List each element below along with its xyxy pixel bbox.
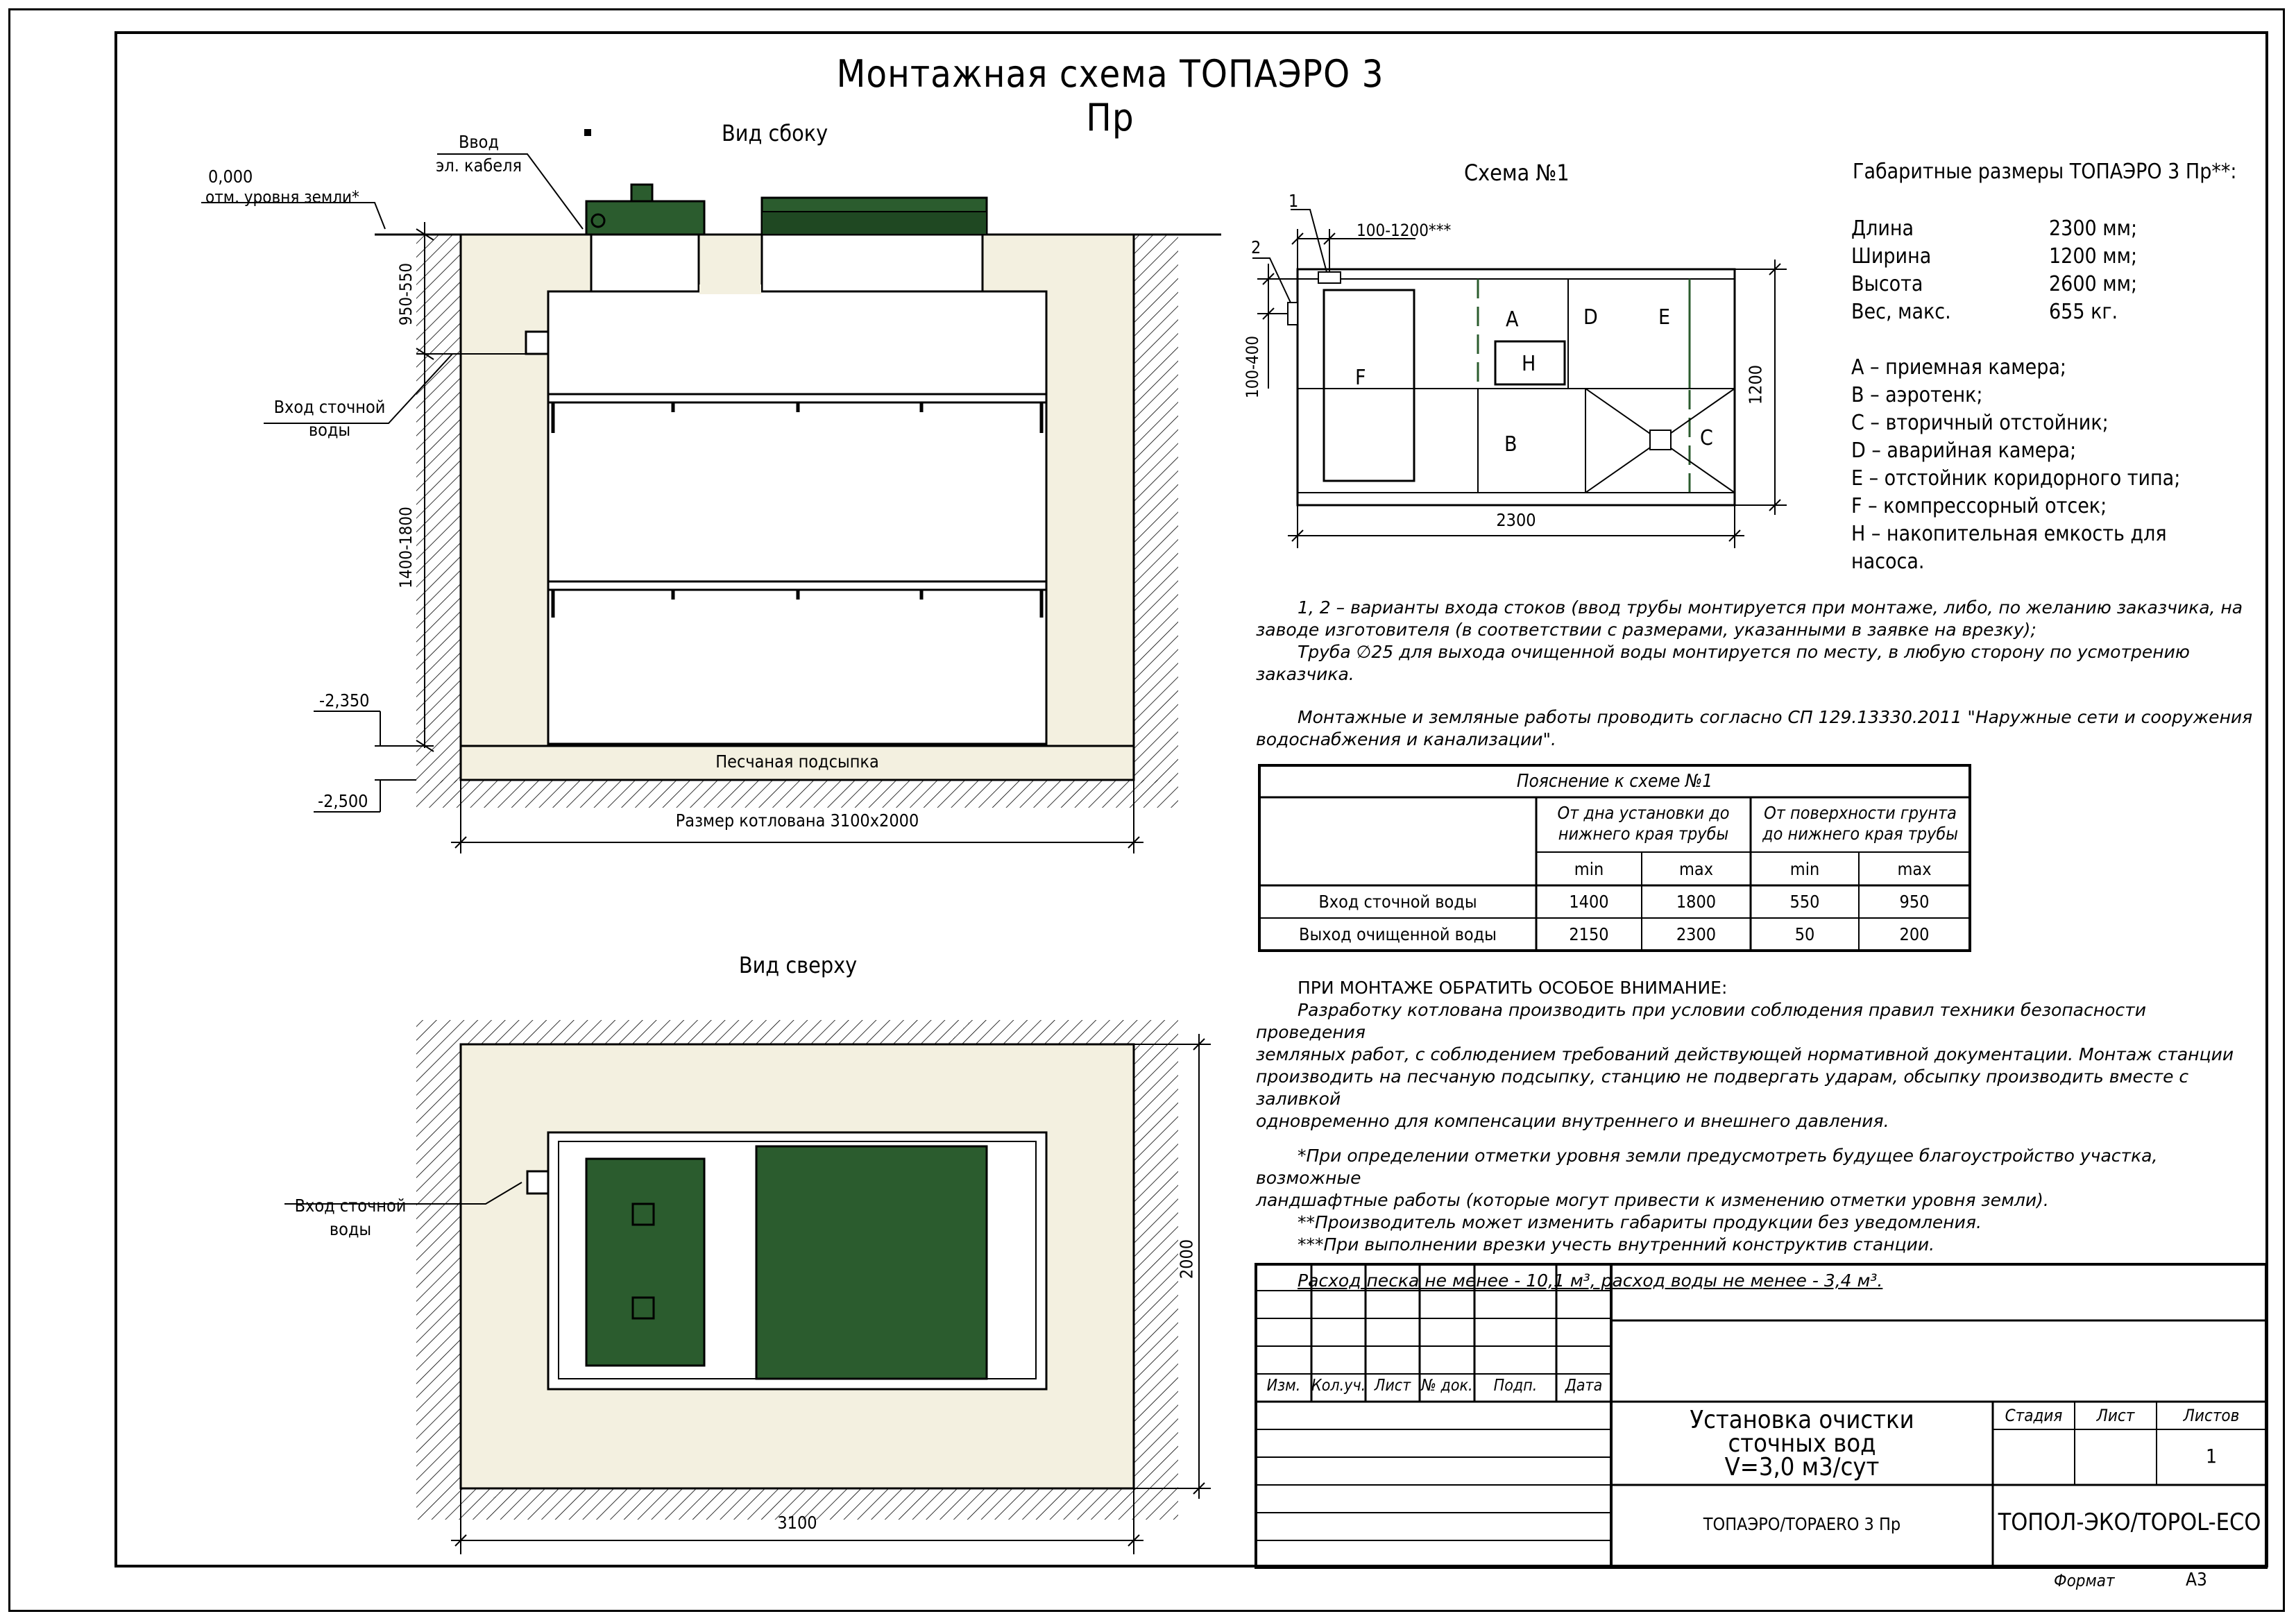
cable-label-2: эл. кабеля: [436, 155, 522, 176]
zone-f-box: [1324, 290, 1414, 481]
top-inlet-pipe: [527, 1171, 548, 1193]
stamp-header: Изм.: [1266, 1377, 1301, 1395]
scheme-dim-side: 100-400: [1243, 335, 1262, 399]
product-name: Установка очистки сточных вод V=3,0 м3/сут: [1690, 1406, 1914, 1481]
top-view: [284, 1020, 1211, 1554]
note-line: Монтажные и земляные работы проводить согласно СП 129.13330.2011 "Наружные сети и сооружения: [1298, 707, 2253, 727]
legend-item: E – отстойник коридорного типа;: [1851, 466, 2181, 491]
table-cell: 950: [1899, 892, 1930, 912]
dimension-row: Ширина 1200 мм;: [1851, 244, 2138, 269]
side-view: [201, 129, 1221, 853]
table-row-label: Выход очищенной воды: [1299, 924, 1497, 944]
consumption-note: Расход песка не менее - 10,1 м³, расход воды не менее - 3,4 м³.: [1298, 1271, 1883, 1291]
table-subhead: min: [1574, 859, 1604, 879]
top-view-title: Вид сверху: [738, 952, 858, 978]
zone-c: C: [1700, 426, 1713, 450]
scheme-dim-width: 1200: [1745, 364, 1766, 405]
scheme-marker-2: 2: [1251, 237, 1261, 257]
inlet-pipe: [526, 332, 548, 354]
table-subhead: min: [1789, 859, 1820, 879]
note-line: заводе изготовителя (в соответствии с размерами, указанными в заявке на врезку);: [1256, 620, 2036, 640]
format-label: Формат: [2054, 1571, 2115, 1590]
soil-hatch-left: [416, 235, 461, 783]
table-row-label: Вход сточной воды: [1318, 892, 1477, 912]
zones-legend: [1851, 354, 2180, 576]
sheets-count: 1: [2205, 1445, 2218, 1468]
table-cell: 50: [1794, 924, 1815, 944]
attention-line: Разработку котлована производить при условии соблюдения правил техники безопасности проведения: [1256, 1000, 2146, 1042]
legend-item: A – приемная камера;: [1851, 355, 2066, 380]
table-subhead: max: [1679, 859, 1713, 879]
dim-lower: 1400-1800: [396, 507, 416, 588]
sheet-head: Лист: [2096, 1406, 2135, 1425]
zone-a: A: [1506, 307, 1519, 332]
top-dim-height: 2000: [1176, 1239, 1197, 1280]
sheets-head: Листов: [2183, 1406, 2240, 1425]
stamp-header: Дата: [1565, 1377, 1603, 1395]
product-code: ТОПАЭРО/TOPAERO 3 Пр: [1703, 1514, 1901, 1534]
table-cell: 2300: [1676, 924, 1717, 944]
soil-hatch-bottom: [416, 780, 1178, 808]
inlet-label-1: Вход сточной: [273, 397, 386, 417]
attention-block: [1256, 977, 2255, 1292]
page-title: Монтажная схема ТОПАЭРО 3 Пр: [836, 52, 1384, 139]
attention-line: земляных работ, с соблюдением требований действующей нормативной документации. Монтаж станции: [1256, 1044, 2234, 1064]
top-lid-left: [586, 1159, 704, 1366]
scheme-dim-length: 2300: [1496, 510, 1536, 530]
table-cell: 1400: [1569, 892, 1609, 912]
footnote: ***При выполнении врезки учесть внутренний конструктив станции.: [1298, 1234, 1935, 1255]
zone-b: B: [1504, 432, 1517, 457]
dimensions-title: Габаритные размеры ТОПАЭРО 3 Пр**:: [1853, 160, 2237, 184]
sand-label: Песчаная подсыпка: [715, 751, 879, 772]
ground-level-value: 0,000: [208, 167, 253, 187]
zone-h: H: [1522, 352, 1536, 376]
footnote: ландшафтные работы (которые могут привести к изменению отметки уровня земли).: [1256, 1190, 2049, 1210]
company-name: ТОПОЛ-ЭКО/TOPOL-ECO: [1998, 1509, 2261, 1536]
attention-line: одновременно для компенсации внутреннего и внешнего давления.: [1256, 1111, 1889, 1131]
stamp-header: Подп.: [1493, 1377, 1538, 1395]
tank-body: [548, 291, 1046, 744]
table-cell: 550: [1789, 892, 1820, 912]
zone-f: F: [1355, 366, 1366, 390]
level-pit: -2,500: [318, 791, 368, 811]
top-dim-width: 3100: [777, 1513, 817, 1533]
table-cell: 1800: [1676, 892, 1717, 912]
attention-line: производить на песчаную подсыпку, станцию не подвергать ударам, обсыпку производить вместе с заливкой: [1256, 1067, 2189, 1109]
scheme-dim-top: 100-1200***: [1357, 221, 1452, 240]
ground-level-label: отм. уровня земли*: [205, 187, 359, 207]
top-inlet-label-2: воды: [329, 1219, 372, 1239]
table-cell: 2150: [1569, 924, 1609, 944]
side-view-title: Вид сбоку: [722, 120, 828, 146]
legend-item: D – аварийная камера;: [1851, 439, 2077, 463]
table-subhead: max: [1897, 859, 1932, 879]
stamp-header: № док.: [1421, 1377, 1473, 1395]
stage-head: Стадия: [2005, 1406, 2063, 1425]
zone-e: E: [1658, 305, 1671, 330]
footnote: *При определении отметки уровня земли предусмотреть будущее благоустройство участка, возможные: [1256, 1146, 2158, 1188]
attention-heading: ПРИ МОНТАЖЕ ОБРАТИТЬ ОСОБОЕ ВНИМАНИЕ:: [1298, 978, 1728, 998]
legend-item: B – аэротенк;: [1851, 383, 1983, 407]
dimension-row: Длина 2300 мм;: [1851, 216, 2138, 241]
soil-hatch-right: [1134, 235, 1178, 783]
note-line: водоснабжения и канализации".: [1256, 729, 1556, 749]
table-group-1: От дна установки до нижнего края трубы: [1557, 803, 1730, 844]
table-caption: Пояснение к схеме №1: [1516, 771, 1713, 792]
note-line: Труба ∅25 для выхода очищенной воды монтируется по месту, в любую сторону по усмотрению заказчика.: [1256, 642, 2190, 684]
stamp-headers: [1256, 1377, 1611, 1402]
format-value: А3: [2186, 1570, 2207, 1590]
table-cell: 200: [1899, 924, 1930, 944]
zone-d: D: [1583, 305, 1598, 330]
dimension-row: Вес, макс. 655 кг.: [1851, 300, 2118, 324]
dimension-row: Высота 2600 мм;: [1851, 272, 2138, 296]
stamp-header: Лист: [1374, 1377, 1411, 1395]
top-lid-right: [756, 1146, 987, 1379]
pit-size-label: Размер котлована 3100х2000: [675, 810, 919, 831]
installation-notes: [1256, 597, 2255, 751]
neck-left: [591, 235, 699, 291]
stamp-header: Кол.уч.: [1311, 1377, 1366, 1395]
cable-label-1: Ввод: [459, 132, 499, 152]
legend-item: H – накопительная емкость для: [1851, 522, 2167, 546]
scheme-title: Схема №1: [1464, 160, 1570, 186]
top-inlet-label-1: Вход сточной: [294, 1196, 407, 1216]
legend-item: насоса.: [1851, 550, 1925, 574]
dim-upper: 950-550: [396, 262, 416, 326]
note-line: 1, 2 – варианты входа стоков (ввод трубы монтируется при монтаже, либо, по желанию заказчика, на: [1298, 597, 2243, 618]
neck-right: [762, 235, 983, 291]
scheme-1: [1252, 210, 1787, 548]
level-bottom: -2,350: [319, 690, 370, 711]
scheme-marker-1: 1: [1289, 191, 1299, 211]
dimensions-list: [1851, 215, 2137, 326]
legend-item: F – компрессорный отсек;: [1851, 494, 2107, 518]
inlet-label-2: воды: [308, 420, 351, 440]
legend-item: C – вторичный отстойник;: [1851, 411, 2109, 435]
explanation-table-grid: [1259, 765, 1970, 951]
footnote: **Производитель может изменить габариты продукции без уведомления.: [1298, 1212, 1982, 1232]
table-group-2: От поверхности грунта до нижнего края трубы: [1762, 803, 1958, 844]
